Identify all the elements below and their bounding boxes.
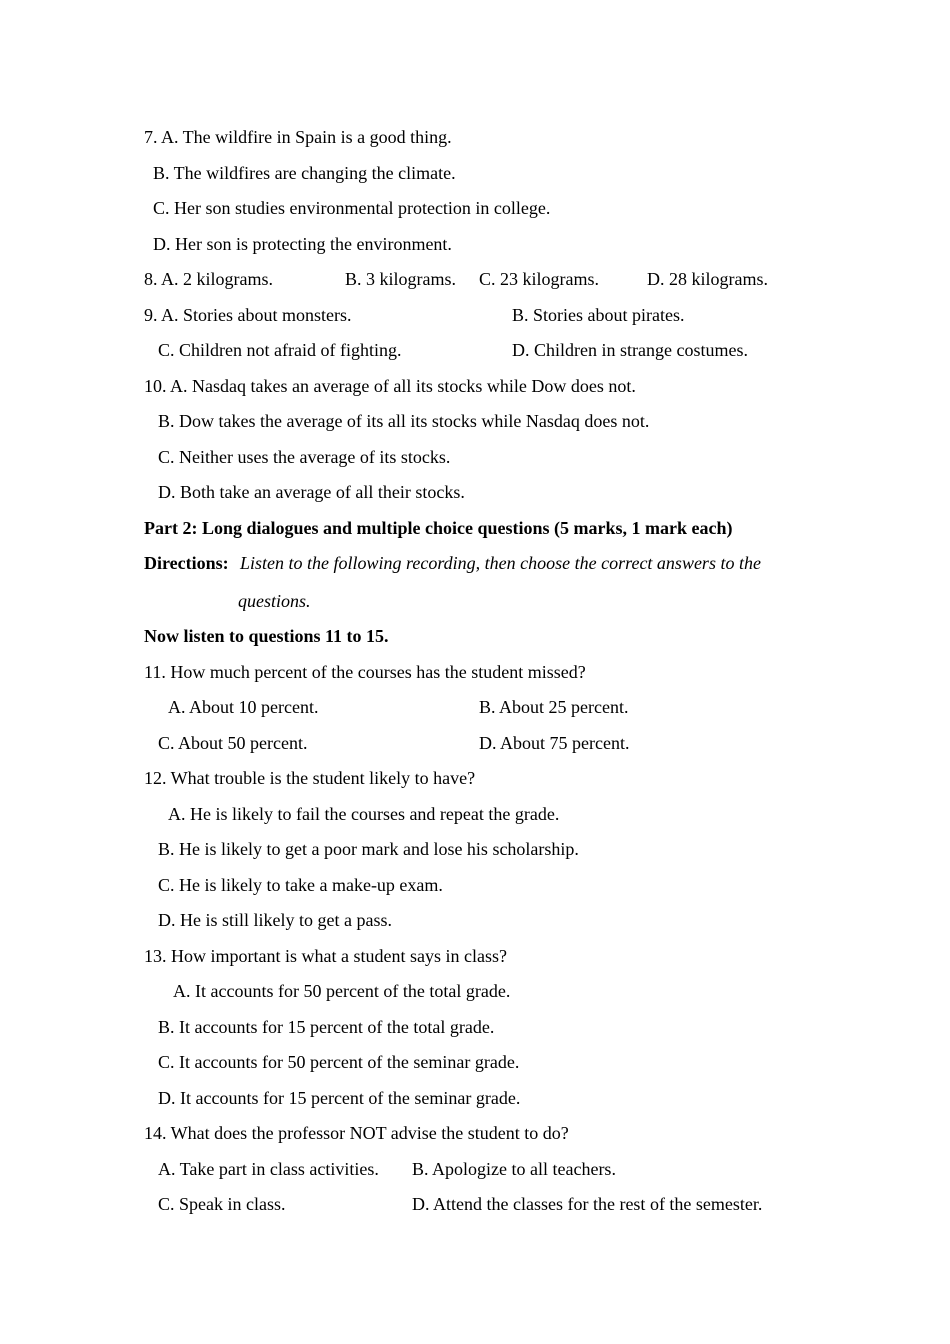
q14-stem: 14. What does the professor NOT advise the student to do? <box>144 1123 569 1143</box>
q8-option-d: D. 28 kilograms. <box>647 269 768 289</box>
directions-label: Directions: <box>144 553 229 573</box>
q7-option-b: B. The wildfires are changing the climate. <box>153 163 456 183</box>
q7-option-a: 7. A. The wildfire in Spain is a good thing. <box>144 127 452 147</box>
q11-option-c: C. About 50 percent. <box>158 733 308 753</box>
q7-option-d: D. Her son is protecting the environment. <box>153 234 452 254</box>
part2-heading: Part 2: Long dialogues and multiple choice questions (5 marks, 1 mark each) <box>144 518 733 538</box>
q13-stem: 13. How important is what a student says in class? <box>144 946 507 966</box>
q10-option-a: 10. A. Nasdaq takes an average of all its stocks while Dow does not. <box>144 376 636 396</box>
q14-option-d: D. Attend the classes for the rest of the semester. <box>412 1194 763 1214</box>
q9-option-c: C. Children not afraid of fighting. <box>158 340 402 360</box>
q12-stem: 12. What trouble is the student likely to have? <box>144 768 476 788</box>
q12-option-b: B. He is likely to get a poor mark and lose his scholarship. <box>158 839 579 859</box>
q13-option-c: C. It accounts for 50 percent of the seminar grade. <box>158 1052 520 1072</box>
q11-option-d: D. About 75 percent. <box>479 733 630 753</box>
directions-text-line-2: questions. <box>238 591 311 611</box>
q9-option-a: 9. A. Stories about monsters. <box>144 305 352 325</box>
q13-option-a: A. It accounts for 50 percent of the total grade. <box>173 981 511 1001</box>
directions-text-line-1: Listen to the following recording, then choose the correct answers to the <box>240 553 761 573</box>
q10-option-c: C. Neither uses the average of its stocks. <box>158 447 451 467</box>
q8-option-c: C. 23 kilograms. <box>479 269 599 289</box>
q8-option-a: 8. A. 2 kilograms. <box>144 269 273 289</box>
now-listen-instruction: Now listen to questions 11 to 15. <box>144 626 389 646</box>
q12-option-d: D. He is still likely to get a pass. <box>158 910 392 930</box>
q10-option-b: B. Dow takes the average of its all its stocks while Nasdaq does not. <box>158 411 650 431</box>
q9-option-d: D. Children in strange costumes. <box>512 340 748 360</box>
q8-option-b: B. 3 kilograms. <box>345 269 456 289</box>
q11-option-a: A. About 10 percent. <box>168 697 319 717</box>
q7-option-c: C. Her son studies environmental protection in college. <box>153 198 551 218</box>
q13-option-d: D. It accounts for 15 percent of the seminar grade. <box>158 1088 521 1108</box>
q12-option-a: A. He is likely to fail the courses and repeat the grade. <box>168 804 560 824</box>
q14-option-b: B. Apologize to all teachers. <box>412 1159 616 1179</box>
q12-option-c: C. He is likely to take a make-up exam. <box>158 875 443 895</box>
q14-option-a: A. Take part in class activities. <box>158 1159 379 1179</box>
q9-option-b: B. Stories about pirates. <box>512 305 685 325</box>
q10-option-d: D. Both take an average of all their stocks. <box>158 482 465 502</box>
q13-option-b: B. It accounts for 15 percent of the total grade. <box>158 1017 495 1037</box>
q11-option-b: B. About 25 percent. <box>479 697 629 717</box>
q11-stem: 11. How much percent of the courses has the student missed? <box>144 662 586 682</box>
q14-option-c: C. Speak in class. <box>158 1194 286 1214</box>
